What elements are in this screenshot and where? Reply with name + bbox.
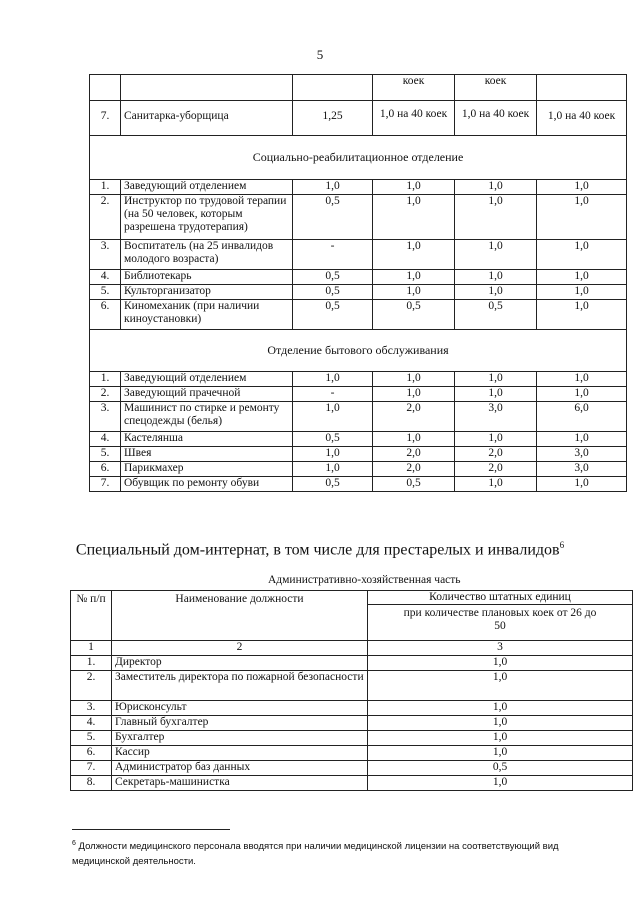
table-index-row: 1 2 3 bbox=[71, 641, 633, 656]
table-row: 5. Швея 1,0 2,0 2,0 3,0 bbox=[90, 447, 627, 462]
table-row: 3. Машинист по стирке и ремонту спецодежды (белья) 1,0 2,0 3,0 6,0 bbox=[90, 402, 627, 432]
table-row: 7. Санитарка-уборщица 1,25 1,0 на 40 коек 1,0 на 40 коек 1,0 на 40 коек bbox=[90, 101, 627, 136]
section-title: Отделение бытового обслуживания bbox=[90, 330, 627, 372]
table-row: 5. Культорганизатор 0,5 1,0 1,0 1,0 bbox=[90, 285, 627, 300]
table-row: 2. Заведующий прачечной - 1,0 1,0 1,0 bbox=[90, 387, 627, 402]
column-header-number: № п/п bbox=[71, 591, 112, 641]
column-header-name: Наименование должности bbox=[112, 591, 368, 641]
table-row: 4. Библиотекарь 0,5 1,0 1,0 1,0 bbox=[90, 270, 627, 285]
table-row: 3. Юрисконсульт 1,0 bbox=[71, 701, 633, 716]
table-row: 1. Заведующий отделением 1,0 1,0 1,0 1,0 bbox=[90, 180, 627, 195]
table-row: 2. Инструктор по трудовой терапии (на 50 человек, которым разрешена трудотерапия) 0,5 1,0 1,0 1,0 bbox=[90, 195, 627, 240]
page-number: 5 bbox=[316, 47, 324, 62]
document-heading: Специальный дом-интернат, в том числе для престарелых и инвалидов$^6$ bbox=[75, 540, 565, 559]
table-row: 6. Киномеханик (при наличии киноустановки) 0,5 0,5 0,5 1,0 bbox=[90, 300, 627, 330]
table-row: 7. Обувщик по ремонту обуви 0,5 0,5 1,0 1,0 bbox=[90, 477, 627, 492]
table-row: 6. Парикмахер 1,0 2,0 2,0 3,0 bbox=[90, 462, 627, 477]
table-row: коек коек bbox=[90, 75, 627, 101]
column-subheader-beds: при количестве плановых коек от 26 до 50 bbox=[368, 605, 633, 641]
table-header-row bbox=[71, 591, 633, 605]
table-row: 1. Директор 1,0 bbox=[71, 656, 633, 671]
section-title-row bbox=[90, 136, 627, 180]
table-row: 8. Секретарь-машинистка 1,0 bbox=[71, 776, 633, 791]
staff-table-continued bbox=[89, 74, 627, 492]
section-title-row bbox=[90, 330, 627, 372]
staff-table-admin bbox=[70, 590, 633, 791]
column-header-quantity: Количество штатных единиц bbox=[368, 591, 633, 605]
table-row: 3. Воспитатель (на 25 инвалидов молодого возраста) - 1,0 1,0 1,0 bbox=[90, 240, 627, 270]
footnote-divider bbox=[72, 829, 230, 830]
table-row: 7. Администратор баз данных 0,5 bbox=[71, 761, 633, 776]
footnote: $^6$ Должности медицинского персонала вводятся при наличии медицинской лицензии на соответствующий вид медицинской деятельности. bbox=[72, 840, 559, 868]
table-row: 1. Заведующий отделением 1,0 1,0 1,0 1,0 bbox=[90, 372, 627, 387]
section-subheading: Административно-хозяйственная часть bbox=[268, 574, 461, 586]
section-title: Социально-реабилитационное отделение bbox=[90, 136, 627, 180]
table-row: 4. Главный бухгалтер 1,0 bbox=[71, 716, 633, 731]
table-row: 4. Кастелянша 0,5 1,0 1,0 1,0 bbox=[90, 432, 627, 447]
table-row: 5. Бухгалтер 1,0 bbox=[71, 731, 633, 746]
table-row: 6. Кассир 1,0 bbox=[71, 746, 633, 761]
table-row: 2. Заместитель директора по пожарной безопасности 1,0 bbox=[71, 671, 633, 701]
